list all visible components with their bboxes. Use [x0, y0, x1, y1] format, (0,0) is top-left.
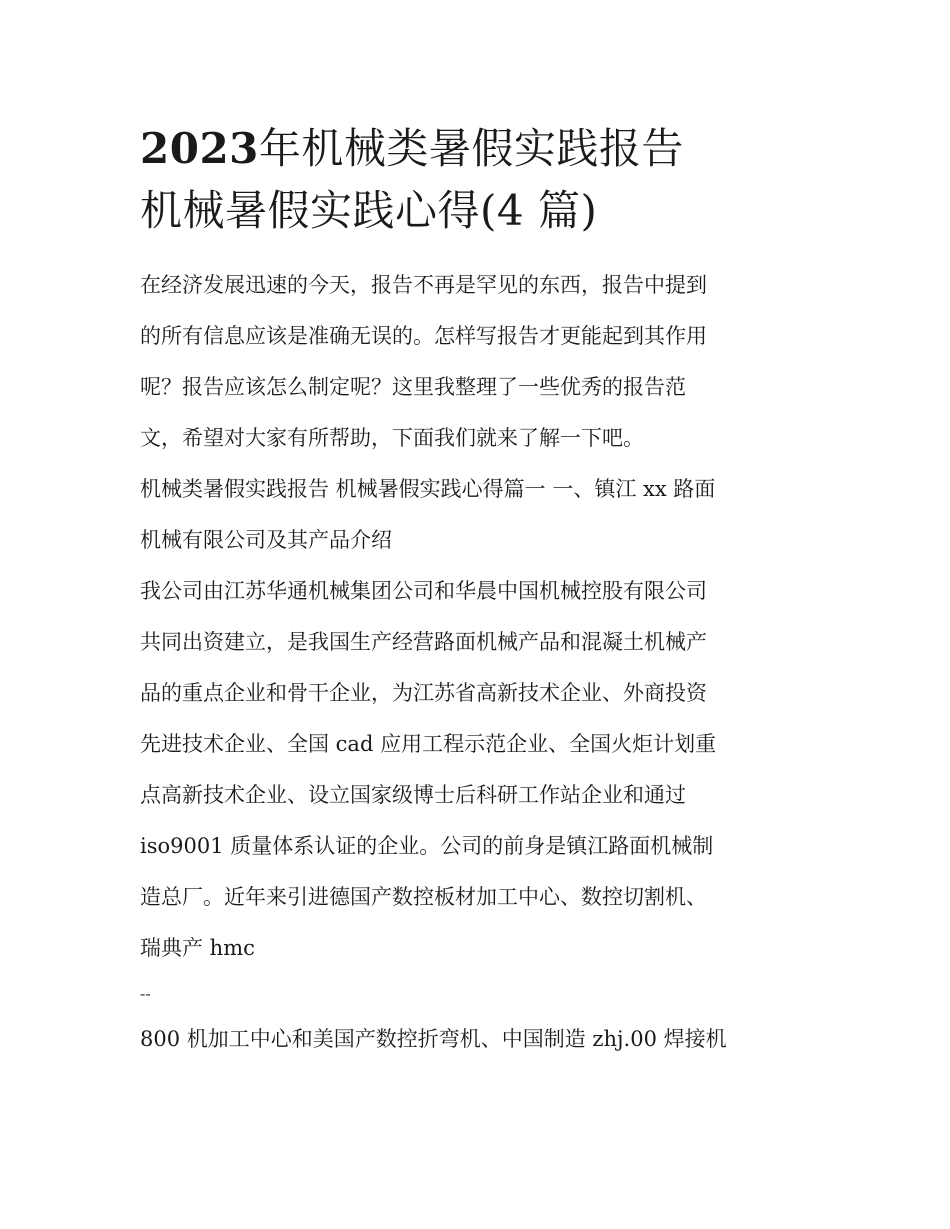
body-line: 品的重点企业和骨干企业，为江苏省高新技术企业、外商投资 — [140, 681, 707, 705]
document-body — [140, 260, 812, 1065]
page-break-separator: -- — [140, 984, 151, 1003]
body-line: 我公司由江苏华通机械集团公司和华晨中国机械控股有限公司 — [140, 579, 707, 603]
section-heading-line: 机械有限公司及其产品介绍 — [140, 528, 392, 552]
body-line: 造总厂。近年来引进德国产数控板材加工中心、数控切割机、 — [140, 885, 707, 909]
title-line-2: 机械暑假实践心得(4 篇) — [140, 186, 598, 235]
body-line: iso9001 质量体系认证的企业。公司的前身是镇江路面机械制 — [140, 834, 714, 858]
section-heading-line: 机械类暑假实践报告 机械暑假实践心得篇一 一、镇江 xx 路面 — [140, 477, 716, 501]
body-line: 点高新技术企业、设立国家级博士后科研工作站企业和通过 — [140, 783, 686, 807]
body-line: 呢？报告应该怎么制定呢？这里我整理了一些优秀的报告范 — [140, 375, 686, 399]
body-line: 的所有信息应该是准确无误的。怎样写报告才更能起到其作用 — [140, 324, 707, 348]
body-line: 瑞典产 hmc — [140, 936, 255, 960]
document-title — [140, 118, 812, 242]
body-line: 在经济发展迅速的今天，报告不再是罕见的东西，报告中提到 — [140, 273, 707, 297]
body-line: 800 机加工中心和美国产数控折弯机、中国制造 zhj.00 焊接机 — [140, 1027, 727, 1051]
body-line: 共同出资建立，是我国生产经营路面机械产品和混凝土机械产 — [140, 630, 707, 654]
title-text: 年机械类暑假实践报告 — [258, 124, 684, 173]
body-line: 先进技术企业、全国 cad 应用工程示范企业、全国火炬计划重 — [140, 732, 717, 756]
document-page — [140, 118, 812, 1065]
title-year: 2023 — [140, 124, 259, 173]
title-line-1 — [140, 118, 812, 180]
body-line: 文，希望对大家有所帮助，下面我们就来了解一下吧。 — [140, 426, 644, 450]
